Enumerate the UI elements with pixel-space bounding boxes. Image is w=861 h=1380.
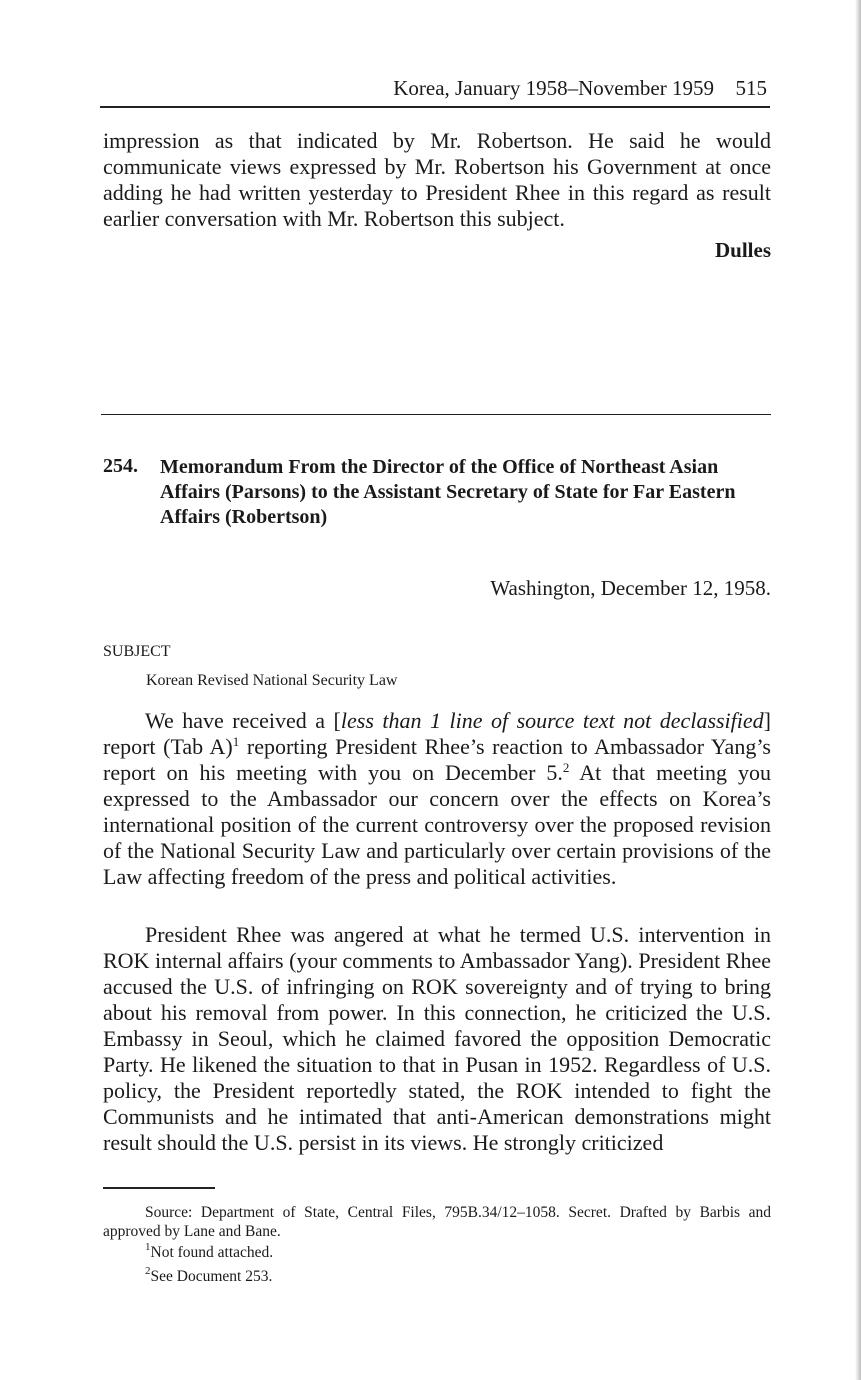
para1-middle: reporting President Rhee’s reaction to Ambassador Yang’s report on his meeting with you on December 5. <box>103 734 771 785</box>
subject-text: Korean Revised National Security Law <box>146 672 398 689</box>
footnote-2-text: See Document 253. <box>150 1268 273 1285</box>
footnote-2 <box>103 1267 771 1286</box>
source-note: Source: Department of State, Central Files, 795B.34/12–1058. Secret. Drafted by Barbis and approved by Lane and Bane. <box>103 1204 771 1240</box>
page-edge-shadow <box>855 0 861 1380</box>
section-divider <box>101 414 771 415</box>
signature: Dulles <box>714 238 771 262</box>
body-paragraph-2: President Rhee was angered at what he termed U.S. intervention in ROK internal affairs (your comments to Ambassador Yang). President Rhee accused the U.S. of infringing on ROK sovereignty and of trying to bring about his removal from power. In this connection, he criticized the U.S. Embassy in Seoul, which he claimed favored the opposition Democratic Party. He likened the situation to that in Pusan in 1952. Regardless of U.S. policy, the President reportedly stated, the ROK intended to fight the Communists and he intimated that anti-American demonstrations might result should the U.S. persist in its views. He strongly criticized <box>103 922 771 1155</box>
para1-before: We have received a [ <box>145 708 341 733</box>
subject-label: SUBJECT <box>103 643 171 660</box>
para1-end: At that meeting you expressed to the Ambassador our concern over the effects on Korea’s international position of the current controversy over the proposed revision of the National Security Law and particularly over certain provisions of the Law affecting freedom of the press and political activities. <box>103 760 771 889</box>
dateline: Washington, December 12, 1958. <box>490 576 771 600</box>
para1-italic: less than 1 line of source text not declassified <box>340 708 764 733</box>
footnote-1 <box>103 1243 771 1262</box>
running-head <box>100 74 770 108</box>
previous-document-text: impression as that indicated by Mr. Robertson. He said he would communicate views expressed by Mr. Robertson his Government at once adding he had written yesterday to President Rhee in this regard as result earlier conversation with Mr. Robertson this subject. <box>103 128 771 231</box>
footnote-mark-2: 2 <box>145 1265 151 1277</box>
footnote-mark-1: 1 <box>145 1241 151 1253</box>
document-number: 254. <box>103 455 138 477</box>
footnote-rule <box>103 1187 215 1189</box>
footnote-1-text: Not found attached. <box>150 1244 274 1261</box>
footnote-ref-2: 2 <box>562 760 570 775</box>
document-title: Memorandum From the Director of the Office of Northeast Asian Affairs (Parsons) to the Assistant Secretary of State for Far Eastern Affairs (Robertson) <box>160 456 736 528</box>
page-number: 515 <box>735 76 767 100</box>
footnote-ref-1: 1 <box>232 734 240 749</box>
para1-after: ] report (Tab A) <box>103 708 771 759</box>
running-title: Korea, January 1958–November 1959 <box>393 76 714 100</box>
body-paragraph-1 <box>103 708 771 890</box>
